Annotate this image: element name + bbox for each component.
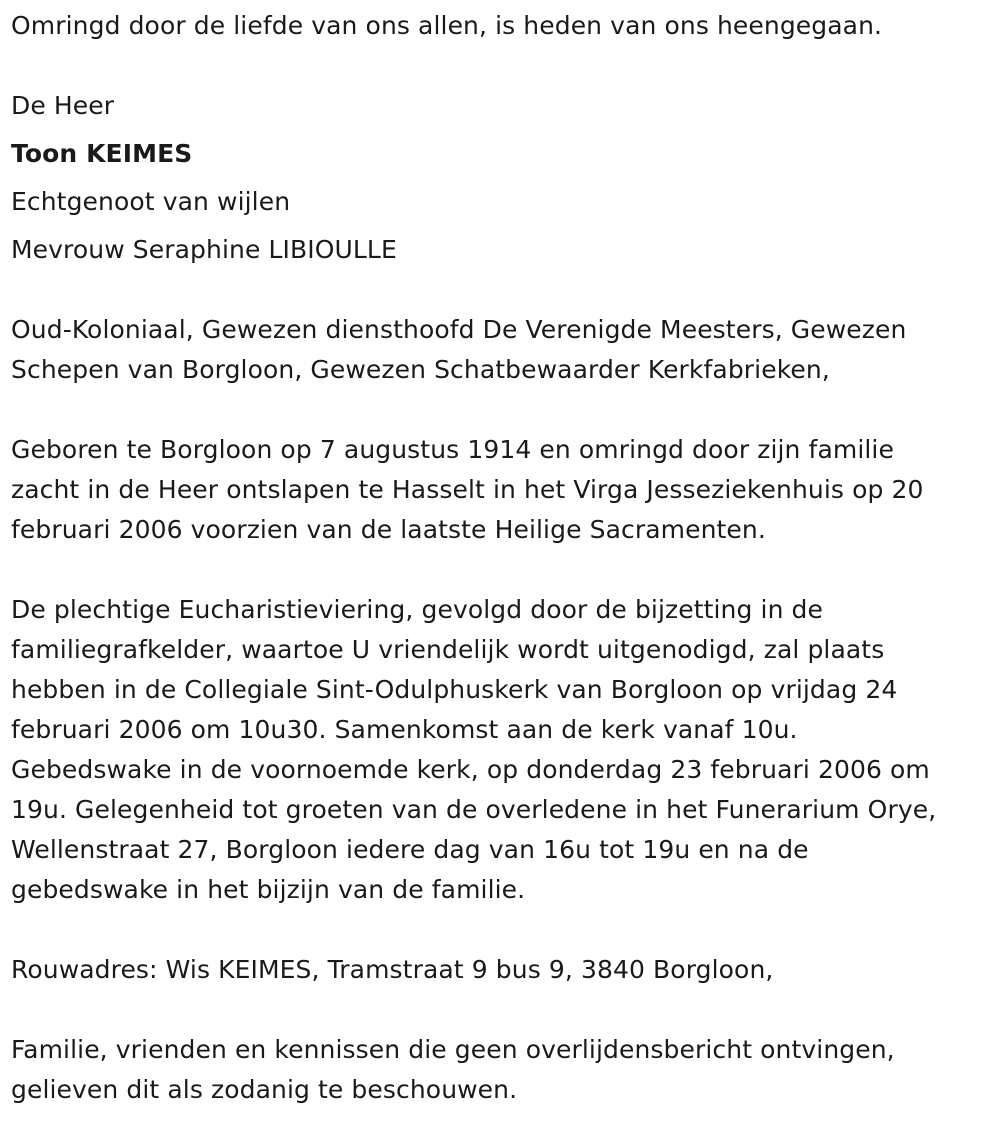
ceremony-line: 19u. Gelegenheid tot groeten van de overledene in het Funerarium Orye, <box>11 795 937 824</box>
birth-line: februari 2006 voorzien van de laatste Heilige Sacramenten. <box>11 515 766 544</box>
ceremony-line: De plechtige Eucharistieviering, gevolgd door de bijzetting in de <box>11 595 824 624</box>
ceremony-line: Wellenstraat 27, Borgloon iedere dag van 16u tot 19u en na de <box>11 835 809 864</box>
titles-line: Oud-Koloniaal, Gewezen diensthoofd De Verenigde Meesters, Gewezen <box>11 315 907 344</box>
spouse-name: Mevrouw Seraphine LIBIOULLE <box>11 235 397 264</box>
intro-text: Omringd door de liefde van ons allen, is heden van ons heengegaan. <box>11 11 883 40</box>
mourning-address: Rouwadres: Wis KEIMES, Tramstraat 9 bus 9, 3840 Borgloon, <box>11 955 774 984</box>
ceremony-line: februari 2006 om 10u30. Samenkomst aan de kerk vanaf 10u. <box>11 715 798 744</box>
closing-line: gelieven dit als zodanig te beschouwen. <box>11 1075 518 1104</box>
closing-line: Familie, vrienden en kennissen die geen overlijdensbericht ontvingen, <box>11 1035 895 1064</box>
relation-text: Echtgenoot van wijlen <box>11 187 291 216</box>
ceremony-line: gebedswake in het bijzijn van de familie. <box>11 875 526 904</box>
birth-line: Geboren te Borgloon op 7 augustus 1914 en omringd door zijn familie <box>11 435 894 464</box>
title-prefix: De Heer <box>11 91 115 120</box>
titles-line: Schepen van Borgloon, Gewezen Schatbewaarder Kerkfabrieken, <box>11 355 830 384</box>
ceremony-line: Gebedswake in de voornoemde kerk, op donderdag 23 februari 2006 om <box>11 755 930 784</box>
ceremony-line: hebben in de Collegiale Sint-Odulphuskerk van Borgloon op vrijdag 24 <box>11 675 898 704</box>
birth-line: zacht in de Heer ontslapen te Hasselt in het Virga Jesseziekenhuis op 20 <box>11 475 924 504</box>
deceased-name: Toon KEIMES <box>11 139 193 168</box>
ceremony-line: familiegrafkelder, waartoe U vriendelijk wordt uitgenodigd, zal plaats <box>11 635 885 664</box>
